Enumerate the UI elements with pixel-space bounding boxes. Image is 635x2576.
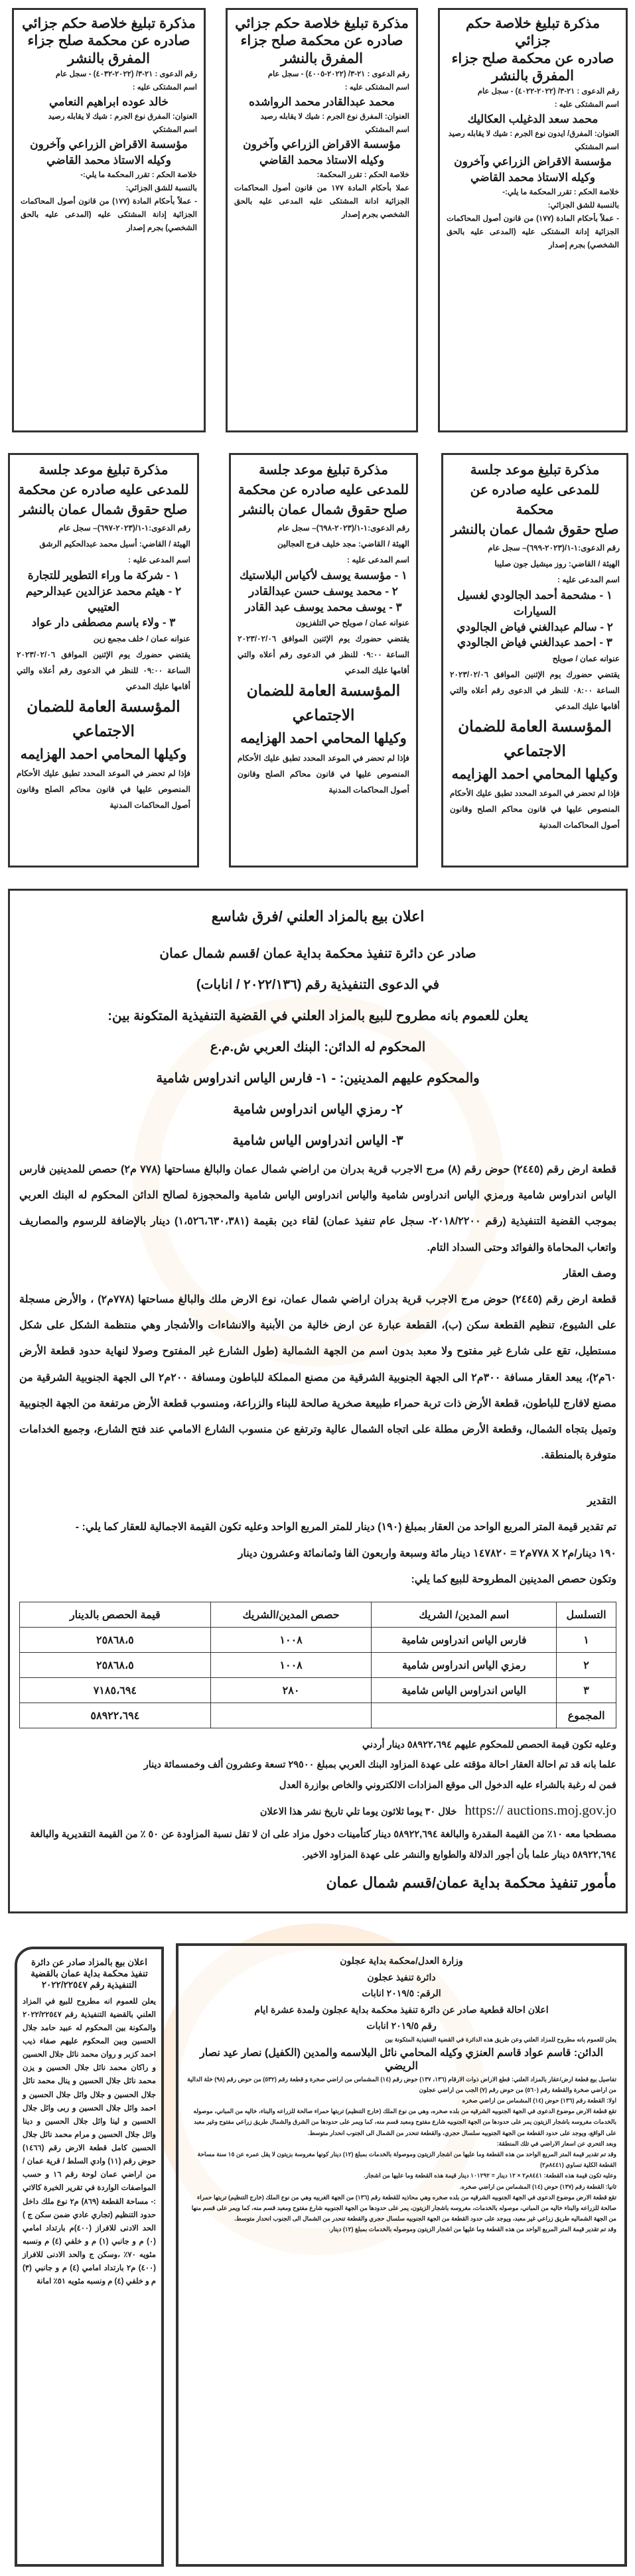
table-row xyxy=(20,1653,616,1678)
judgment-notice xyxy=(438,8,628,432)
deadline-text: خلال ٣٠ يوما ثلاثون يوما تلي تاريخ نشر هذا الاعلان xyxy=(259,1807,457,1818)
defendant-name: ١ - مؤسسة يوسف لأكياس البلاستيك xyxy=(239,569,408,582)
complainant-label: اسم المشتكي xyxy=(575,143,619,152)
amman-sale-notice xyxy=(15,1947,164,2567)
debtor: ٢- رمزي الياس اندراوس شامية xyxy=(232,1102,403,1117)
defendant-name: خالد عوده ابراهيم النعامي xyxy=(48,96,169,108)
case-number: رقم الدعوى:١-١/(٢٠٢٣-٦٩٨)– سجل عام xyxy=(277,523,409,533)
table-row xyxy=(20,1628,616,1653)
judgment-notice xyxy=(226,8,418,432)
ajloun-case: رقم ٢٠١٩/٥ انابات xyxy=(366,2020,437,2031)
cell: ٢٨٠ xyxy=(210,1678,372,1703)
notice-title: مذكرة تبليغ موعد جلسة xyxy=(259,463,388,478)
defendant-name: ٣ - يوسف محمد يوسف عبد القادر xyxy=(245,600,402,613)
shares-table xyxy=(19,1602,616,1728)
complainant-label: اسم المشتكي xyxy=(365,125,409,134)
ajloun-paragraph: ثانيا: القطعة رقم (١٣٧) حوض (١٤) المشماس من اراضي صخره. xyxy=(459,2183,616,2190)
notice-title: مذكرة تبليغ خلاصة حكم جزائي xyxy=(235,16,409,31)
cell: ٢٥٨٦٨،٥ xyxy=(20,1653,211,1678)
cell: ٢ xyxy=(557,1653,616,1678)
purchase-instructions: فمن له رغبة بالشراء عليه الدخول الى موقع المزادات الالكتروني والخاص بوازرة العدل xyxy=(279,1779,616,1791)
warning: فإذا لم تحضر في الموعد المحدد تطبق عليك الأحكام المنصوص عليها في قانون محاكم الصلح وقانون أصول المحاكمات المدنية xyxy=(238,753,409,795)
defendant-label: اسم المشتكى عليه : xyxy=(344,83,409,92)
ajloun-parties: الدائن: قاسم عواد قاسم العنزي وكيله المحامي نائل البلاسمه والمدين (الكفيل) نصار عيد نصار الريضي xyxy=(199,2047,604,2072)
judge: الهيئة / القاضي: مجد خليف فرج العجالين xyxy=(277,539,409,548)
defendant-name: ٢ - محمد يوسف حسن عبدالقادر xyxy=(249,584,398,598)
defendant-name: محمد عبدالقادر محمد الرواشده xyxy=(249,96,395,108)
warning: فإذا لم تحضر في الموعد المحدد تطبق عليك الأحكام المنصوص عليها في قانون محاكم الصلح وقانون أصول المحاكمات المدنية xyxy=(17,769,190,810)
ajloun-paragraph: تفاصيل بيع قطعة ارض/عقار بالمزاد العلني: قطع الاراض ذوات الارقام (١٣٦، ١٣٧) حوض رقم (١٤) المشماس من اراضي صخرة و قطعة رقم (٥٣٢) من حوض رقم (٩٨) خلة الدالية من اراضي صخرة والقطعة رقم (٥٦٠) من حوض رقم (٧) الجب من اراضي عجلون xyxy=(187,2075,616,2093)
case-number: رقم الدعوى : ٢١-٣/ (٢٠٢٢-٤٠٣٢) - سجل عام xyxy=(55,70,197,78)
defendant-name: ٣ - احمد عبدالغني فياض الجالودي xyxy=(457,636,612,649)
judge: الهيئة / القاضي: روز ميشيل جون صليبا xyxy=(494,559,620,568)
plaintiff-name: المؤسسة العامة للضمان الاجتماعي xyxy=(458,718,612,759)
judgment-summary: خلاصة الحكم : تقرر المحكمة ما يلي:- xyxy=(80,170,197,179)
property-description: قطعة ارض رقم (٢٤٤٥) حوض مرج الاجرب قرية بدران اراضي شمال عمان، نوع الارض ملك والبالغ مساحتها (٧٧٨م٢) ، والأرض مسجلة على الشيوع، تنظيم القطعة سكن (ب)، القطعة عبارة عن ارض خالية من الأبنية والانشاءات والأشجار وهي منتظمة الشكل على شكل مستطيل، تقع على شارع غير مفتوح ولا معبد بدون اسم من الجهة الشمالية (طول الشارع غير المفتوح وصولا لنهاية حدود قطعة الأرض ٦٠م٢)، يبعد العقار مسافة ٣٠٠م٢ الى الجهة الجنوبية الشرقية من مصنع المملكة للباطون ومسافة ٢٠٠م٢ الى الجهة الجنوبية الشرقية من مصنع لافارج للباطون، قطعة الأرض ذات تربة حمراء طبيعة صخرية صالحة للبناء والزراعة، ومنسوب قطعة الأرض مرتفعة من الجهة الجنوبية وتميل بتجاه الشمال، وقطعة الأرض مطلة على اتجاه الشمال عالية وترتفع عن منسوب الشارع الامامي عند فتح الشارع، وجميع الخدامات متوفرة بالمنطقة. xyxy=(19,1293,616,1462)
column-header: حصص المدين/الشريك xyxy=(210,1602,372,1628)
plaintiff-name: المؤسسة العامة للضمان الاجتماعي xyxy=(27,698,180,740)
plaintiff-name: المؤسسة العامة للضمان الاجتماعي xyxy=(246,682,401,724)
appointment: يقتضي حضورك يوم الإثنين الموافق ٢٠٢٣/٠٢/٠٦ الساعة ٠٨:٠٠ للنظر في الدعوى رقم أعلاه والتي أقامها عليك المدعي xyxy=(450,670,620,712)
ajloun-paragraph: تقع قطعة الارض موضوع الدعوى في الجهة الجنوبيه الشرقيه من بلده صخره وهي محاذيه للقطعة رقم (١٣٦) من الجهة الغربيه وهي من نوع الملك (خارج التنظيم) تربتها حمراء صالحة للزراعه والبناء خاليه من المباني، موصوله بالخدمات، مغروسه باشجار الزيتون، يمر على حدودها من الجهة الجنوبيه شارع مفتوح ومعبد قسم منه، كما ويمر على قسم منها من الجهة الشماليه طريق زراعي غير معبد، ويوجد على حدود القطعة من الجهة الجنوبيه سلسال حجري والقطعة تنحدر من الشمال الى الجنوب انحدار متوسط. xyxy=(191,2193,616,2222)
defendant-label: اسم المشتكى عليه : xyxy=(554,101,619,109)
agent-name: وكيله الاستاذ محمد القاضي xyxy=(46,153,171,166)
judgment-body: - عملاً بأحكام المادة (١٧٧) من قانون أصول المحاكمات الجزائية إدانة المشتكى عليه (المدعى عليه بالحق الشخصي) بجرم إصدار xyxy=(21,197,197,233)
defendant-name: ١ - شركة ما وراء التطوير للتجارة xyxy=(27,569,180,582)
ajloun-paragraph: وقد تم تقدير قيمة المتر المربع الواحد من هذه القطعة وما عليها من اشجار الزيتون وموصوله بالخدمات بمبلغ (١٢) دينار. xyxy=(328,2226,616,2233)
notice-body: يعلن للعموم انه مطروح للبيع في المزاد العلني بالقضية التنفيذية رقم ٢٠٢٢/٢٢٥٤٧ والمكونة بين المحكوم له عبيد حامد جلال الحسين وبين المحكوم عليهم صفاء ذيب احمد كزبر و روان محمد نائل جلال الحسين و راكان محمد نائل جلال الحسين و يزن محمد نائل جلال الحسين و ينال محمد نائل جلال الحسين و جلال وائل جلال الحسين و احمد وائل جلال الحسين و ربى وائل جلال الحسين و لينا وائل جلال الحسين و دينا وائل جلال الحسين و مرام محمد نائل جلال الحسين كامل قطعة الارض رقم (١٤٦٦) حوض رقم (١١) وادي السلط / قرية عمان / من اراضي عمان لوحة رقم ١٦ و حسب المواصفات الواردة في تقرير الخبرة كالاتي :- مساحة القطعة (٨٦٩) م٢ نوع ملك داخل حدود التنظيم (تجاري عادي ضمن سكن ج ) الحد الادنى للافراز (٤٠٠)م بارتداد امامي (٠) م و جانبي (١) م و خلفي (٤) م ونسبه مئويه ٧٠٪ ،وسكن ج والحد الادنى للافراز (٤٠٠) م٢ بارتداد امامي (٤) م و جانبي (٣) م و خلفي (٤) م ونسبه مئويه ٥١٪ امانة xyxy=(23,1997,157,2286)
debtor: والمحكوم عليهم المدينين: - ١- فارس الياس اندراوس شامية xyxy=(156,1071,480,1086)
creditor: المحكوم له الدائن: البنك العربي ش.م.ع xyxy=(210,1040,426,1055)
notice-title: للمدعى عليه صادره عن محكمة xyxy=(238,483,409,497)
ajloun-notice xyxy=(176,1943,627,2567)
auction-announcement: يعلن للعموم بانه مطروح للبيع بالمزاد العلني في القضية التنفيذية المتكونة بين: xyxy=(107,1009,528,1023)
agent-name: وكيلها المحامي احمد الهزايمه xyxy=(240,730,407,746)
cell: ١٠٠٨ xyxy=(210,1653,372,1678)
auctions-link[interactable]: https:// auctions.moj.gov.jo xyxy=(464,1802,616,1819)
defendant-label: اسم المشتكى عليه : xyxy=(132,83,197,92)
notice-title: صادره عن محكمة صلح جزاء xyxy=(240,33,403,49)
defendant-label: اسم المدعى عليه : xyxy=(557,575,620,584)
notice-title: صلح حقوق شمال عمان بالنشر xyxy=(19,503,188,517)
agent-name: وكيله الاستاذ محمد القاضي xyxy=(470,171,595,184)
description-label: وصف العقار xyxy=(563,1267,616,1279)
judgment-body: - عملاً بأحكام المادة (١٧٧) من قانون أصول المحاكمات الجزائية إدانة المشتكى عليه (المدعى عليه بالحق الشخصي) بجرم إصدار xyxy=(447,215,619,250)
defendant-name: ١ - مشحمة أحمد الجالودي لغسيل السيارات xyxy=(457,589,613,617)
cell: ٣ xyxy=(557,1678,616,1703)
agent-name: وكيلها المحامي احمد الهزايمه xyxy=(20,746,187,762)
ajloun-paragraph: اولا: القطعة رقم (١٣٦) حوض (١٤) المشماس من اراضي صخره xyxy=(462,2097,616,2104)
defendant-name: ٢ - هيثم محمد عزالدين عبدالرحيم العتيبي xyxy=(25,584,182,613)
notice-title: صلح حقوق شمال عمان بالنشر xyxy=(240,503,407,517)
defendant-label: اسم المدعى عليه : xyxy=(128,555,190,564)
land-details: قطعة ارض رقم (٢٤٤٥) حوض رقم (٨) مرج الاجرب قرية بدران من اراضي شمال عمان والبالغ مساحتها (٧٧٨ م٢) حصص للمدينين فارس الياس اندراوس شامية ورمزي الياس اندراوس شامية والياس اندراوس الياس شامية والمحجوزة لصالح الدائن المحكوم له البنك العربي بموجب القضية التنفيذية (رقم ٢٠١٨/٢٢٠٠- سجل عام تنفيذ عمان) لقاء دين بقيمة (١،٥٢٦،٦٣٠،٣٨١) دينار بالإضافة للرسوم والمصاريف واتعاب المحاماة والفوائد وحتى السداد التام. xyxy=(19,1164,617,1254)
judgment-notice xyxy=(12,8,206,432)
warning: فإذا لم تحضر في الموعد المحدد تطبق عليك الأحكام المنصوص عليها في قانون محاكم الصلح وقانون أصول المحاكمات المدنية xyxy=(450,789,620,830)
column-header: قيمة الحصص بالدينار xyxy=(20,1602,211,1628)
ajloun-paragraph: وقد تم تقدير قيمة المتر المربع الواحد من هذه القطعة وما عليها من اشجار الزيتون وموصولة بالخدمات بمبلغ (١٢) دينار كونها مغروسة بزيتون لا يقل عمره عن ١٥ سنة مساحة القطعة الكلية تساوي (٨٤٤١م٢) xyxy=(197,2151,616,2169)
address: عنوانه عمان / صويلح حي التلفزيون xyxy=(295,618,409,628)
empty-cell xyxy=(372,1703,557,1728)
notice-title: صادره عن محكمة صلح جزاء xyxy=(27,33,190,49)
provisional-award-text: علما بانه قد تم احالة العقار احالة مؤقته على عهدة المزاود البنك العربي بمبلغ ٢٩٥٠٠ تسعة وعشرون ألف وخمسمائة دينار xyxy=(143,1760,616,1771)
auction-notice xyxy=(8,889,628,1913)
auction-title: اعلان بيع بالمزاد العلني /فرق شاسع xyxy=(211,908,425,925)
address: عنوانه عمان / صويلح xyxy=(552,654,620,664)
cell: ٢٥٨٦٨،٥ xyxy=(20,1628,211,1653)
ajloun-ministry: وزارة العدل/محكمة بداية عجلون xyxy=(340,1955,463,1966)
complainant-name: مؤسسة الاقراض الزراعي وآخرون xyxy=(243,138,401,151)
cell: ١٠٠٨ xyxy=(210,1628,372,1653)
empty-cell xyxy=(210,1703,372,1728)
judgment-summary: خلاصة الحكم : تقرر المحكمة: xyxy=(317,170,409,179)
notice-title: اعلان بيع بالمزاد صادر عن دائرة تنفيذ محكمة بداية عمان بالقضية التنفيذية رقم ٢٠٢٢/٢٢٥٤٧ xyxy=(31,1957,148,1990)
auction-issuer: صادر عن دائرة تنفيذ محكمة بداية عمان /قسم شمال عمان xyxy=(159,946,476,961)
auction-case: في الدعوى التنفيذية رقم (٢٠٢٢/١٣٦ / انابات) xyxy=(196,978,440,992)
table-header-row xyxy=(20,1602,616,1628)
complainant-name: مؤسسة الاقراض الزراعي وآخرون xyxy=(30,138,188,151)
judge: الهيئة / القاضي: أسيل محمد عبدالحكيم الرشق xyxy=(39,539,190,548)
shares-total-text: وعليه تكون قيمة الحصص للمحكوم عليهم ٥٨٩٢٢،٦٩٤ دينار أردني xyxy=(362,1740,616,1750)
ajloun-paragraph: تقع قطعة الارض موضوع الدعوى في الجهة الجنوبيه الشرقيه من بلده صخره، وهي من نوع الملك (خارج التنظيم) تربتها حمراء صالحة للزراعه والبناء، خاليه من المباني، موصوله بالخدمات مغروسه باشجار الزيتون يمر على حدودها من الجهة الجنوبيه شارع مفتوح ومعبد قسم منه، كما ويمر على حدودها من الشرق والشمال طريق زراعي مفتوح وغير معبد على الواقع، ويوجد على حدود القطعة من الجهة الجنوبيه سلسال حجري، والقطعة تنحدر من الشمال الى الجنوب انحدار متوسط. xyxy=(193,2108,616,2136)
address: العنوان: المفرق نوع الجرم : شيك لا يقابله رصيد xyxy=(260,112,409,121)
ajloun-paragraph: وبعد التحري عن اسعار الاراضي في تلك المنطقة: xyxy=(496,2140,616,2147)
valuation-label: التقدير xyxy=(587,1496,616,1508)
valuation-calc: ١٩٠ دينار/م٢ X ٧٧٨م٢ = ١٤٧٨٢٠ دينار مائة وسبعة واربعون الفا وثمانمائة وعشرون دينار xyxy=(238,1547,616,1559)
address: العنوان: المفرق نوع الجرم : شيك لا يقابله رصيد xyxy=(48,112,197,121)
valuation-text: تم تقدير قيمة المتر المربع الواحد من العقار بمبلغ (١٩٠) دينار للمتر المربع الواحد وعليه تكون القيمة الاجمالية للعقار كما يلي: - xyxy=(75,1521,616,1533)
defendant-label: اسم المدعى عليه : xyxy=(347,555,409,564)
defendant-name: ٣ - ولاء باسم مصطفى دار عواد xyxy=(31,616,176,629)
notice-title: مذكرة تبليغ خلاصة حكم جزائي xyxy=(22,16,196,31)
appointment: يقتضي حضورك يوم الإثنين الموافق ٢٠٢٣/٠٢/٠٦ الساعة ٠٩:٠٠ للنظر في الدعوى رقم أعلاه والتي أقامها عليك المدعي xyxy=(17,650,190,692)
case-number: رقم الدعوى:١-١/(٢٠٢٣-٦٩٩)– سجل عام xyxy=(488,543,620,552)
cell: الياس اندراوس الياس شامية xyxy=(372,1678,557,1703)
ajloun-number: الرقم: ٢٠١٩/٥ انابات xyxy=(362,1988,441,1998)
case-number: رقم الدعوى : ٢١-٣/ (٢٠٢٢-٤٠٢٢) - سجل عام xyxy=(477,88,619,96)
judgment-summary: خلاصة الحكم : تقرر المحكمة ما يلي:- xyxy=(502,188,619,196)
cell: ٧١٨٥،٦٩٤ xyxy=(20,1678,211,1703)
cell: فارس الياس اندراوس شامية xyxy=(372,1628,557,1653)
deposit-terms: مصطحبا معه ١٠٪ من القيمة المقدرة والبالغة ٥٨٩٢٢,٦٩٤ دينار كتأمينات دخول مزاد على ان لا تقل نسبة المزاودة عن ٥٠ ٪ من القيمة التقديرية والبالغة ٥٨٩٢٢,٦٩٤ دينار علما بأن أجور الدلالة والطوابع والنشر على عهدة المزاود الاخير. xyxy=(30,1829,616,1860)
ajloun-department: دائرة تنفيذ عجلون xyxy=(367,1971,436,1982)
table-row xyxy=(20,1678,616,1703)
cell: رمزي الياس اندراوس شامية xyxy=(372,1653,557,1678)
agent-name: وكيله الاستاذ محمد القاضي xyxy=(259,153,384,166)
column-header: التسلسل xyxy=(557,1602,616,1628)
table-total-row xyxy=(20,1703,616,1728)
notice-title: المفرق بالنشر xyxy=(67,50,150,66)
notice-title: مذكرة تبليغ خلاصة حكم جزائي xyxy=(465,16,600,49)
cell: ١ xyxy=(557,1628,616,1653)
address: العنوان: المفرق/ ايدون نوع الجرم : شيك لا يقابله رصيد xyxy=(448,130,619,139)
ajloun-title: اعلان احالة قطعية صادر عن دائرة تنفيذ محكمة بداية عجلون ولمدة عشرة ايام xyxy=(254,2004,549,2015)
case-number: رقم الدعوى:١-١/(٢٠٢٣-٦٩٧)– سجل عام xyxy=(58,523,190,533)
notice-title: مذكرة تبليغ موعد جلسة xyxy=(470,463,600,478)
ajloun-paragraph: وعليه تكون قيمة هذه القطعة: ٨٤٤١م٢ × ١٢ دينار = ١٠١٢٩٢ دينار قيمة هذه القطعة وما عليها من اشجار. xyxy=(364,2172,616,2179)
notice-title: للمدعى عليه صادره عن محكمة xyxy=(18,483,189,497)
debtor: ٣- الياس اندراوس الياس شامية xyxy=(232,1133,403,1148)
hearing-notice xyxy=(8,453,199,868)
total-label: المجموع xyxy=(557,1703,616,1728)
notice-title: صلح حقوق شمال عمان بالنشر xyxy=(451,523,619,537)
defendant-name: ٢ - سالم عبدالغني فياض الجالودي xyxy=(457,620,613,633)
column-header: اسم المدين/ الشريك xyxy=(372,1602,557,1628)
appointment: يقتضي حضورك يوم الإثنين الموافق ٢٠٢٣/٠٢/٠٦ الساعة ٠٩:٠٠ للنظر في الدعوى رقم أعلاه والتي أقامها عليك المدعي xyxy=(238,634,410,676)
complainant-name: مؤسسة الاقراض الزراعي وآخرون xyxy=(454,155,612,168)
signature: مأمور تنفيذ محكمة بداية عمان/قسم شمال عمان xyxy=(326,1874,616,1892)
agent-name: وكيلها المحامي احمد الهزايمه xyxy=(451,766,618,782)
judgment-body: عملا بأحكام المادة ١٧٧ من قانون أصول المحاكمات الجزائية ادانة المشتكى عليه المدعى عليه بالحق الشخصي بجرم إصدار xyxy=(234,184,409,220)
notice-title: المفرق بالنشر xyxy=(491,68,574,84)
hearing-notice xyxy=(441,453,628,868)
notice-title: للمدعى عليه صادره عن محكمة xyxy=(470,483,600,517)
ajloun-intro: يعلن للعموم بانه مطروح للمزاد العلني وعن طريق هذه الدائرة في القضية التنفيذية المتكونة بين xyxy=(385,2035,616,2043)
total-value: ٥٨٩٢٢،٦٩٤ xyxy=(20,1703,211,1728)
notice-title: صادره عن محكمة صلح جزاء xyxy=(451,50,614,66)
hearing-notice xyxy=(229,453,418,868)
judgment-sub: بالنسبة للشق الجزائي: xyxy=(125,184,197,192)
shares-intro: وتكون حصص المدينين المطروحة للبيع كما يلي: xyxy=(411,1573,616,1585)
judgment-sub: بالنسبة للشق الجزائي: xyxy=(547,202,619,210)
case-number: رقم الدعوى : ٢١-٣/ (٢٠٢٢-٤٠٠٥) - سجل عام xyxy=(267,70,409,78)
address: عنوانه عمان / خلف مجمع زين xyxy=(93,634,190,644)
notice-title: مذكرة تبليغ موعد جلسة xyxy=(38,463,169,478)
notice-title: المفرق بالنشر xyxy=(280,50,363,66)
complainant-label: اسم المشتكي xyxy=(153,125,197,134)
defendant-name: محمد سعد الدغيلب العكاليك xyxy=(467,113,599,126)
